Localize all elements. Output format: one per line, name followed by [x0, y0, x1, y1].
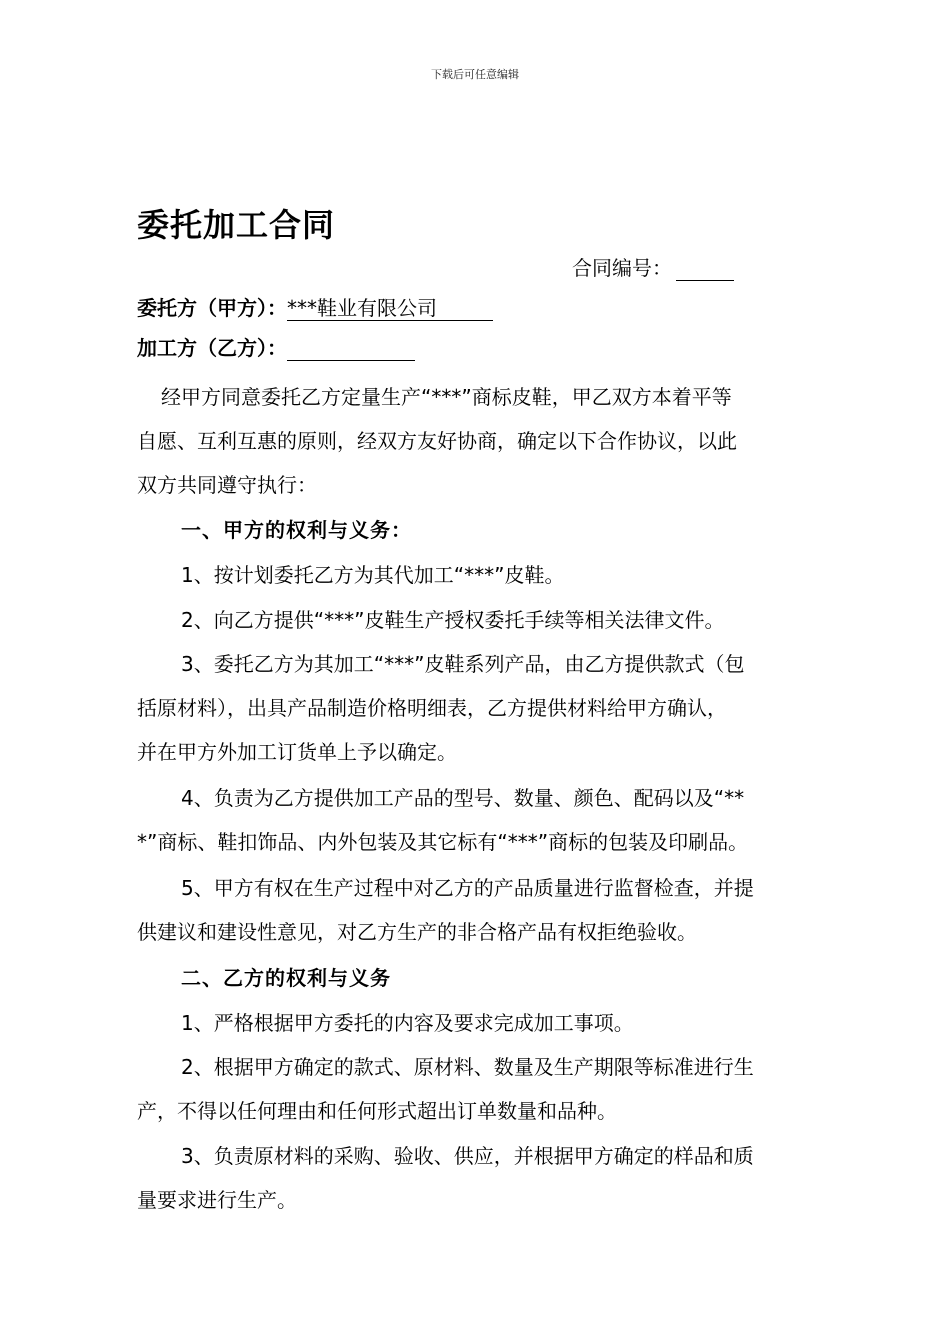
header-note: 下载后可任意编辑: [431, 68, 519, 81]
section-1-item-3: 3、委托乙方为其加工“***”皮鞋系列产品，由乙方提供款式（包 括原材料），出具产品制造价格明细表，乙方提供材料给甲方确认， 并在甲方外加工订货单上予以确定。: [137, 652, 745, 764]
contract-number: [572, 252, 734, 281]
party-a-value: ***鞋业有限公司: [287, 296, 493, 321]
party-a-label: 委托方（甲方）：: [137, 296, 287, 320]
section-1-item-5: 5、甲方有权在生产过程中对乙方的产品质量进行监督检查，并提 供建议和建设性意见，对乙方生产的非合格产品有权拒绝验收。: [137, 876, 754, 944]
section-2-item-1: 1、严格根据甲方委托的内容及要求完成加工事项。: [181, 1011, 634, 1035]
text-line: 经甲方同意委托乙方定量生产“***”商标皮鞋，甲乙双方本着平等: [161, 385, 732, 409]
party-b-value: [287, 360, 415, 361]
contract-number-label: 合同编号：: [572, 256, 672, 280]
party-b: [137, 332, 415, 361]
document-title: 委托加工合同: [137, 206, 336, 244]
section-2-item-3: 3、负责原材料的采购、验收、供应，并根据甲方确定的样品和质 量要求进行生产。: [137, 1144, 754, 1212]
section-1-heading: 一、甲方的权利与义务：: [181, 518, 412, 542]
section-2-item-2: 2、根据甲方确定的款式、原材料、数量及生产期限等标准进行生 产，不得以任何理由和任何形式超出订单数量和品种。: [137, 1055, 754, 1123]
section-1-item-2: 2、向乙方提供“***”皮鞋生产授权委托手续等相关法律文件。: [181, 608, 725, 632]
text-line: 自愿、互利互惠的原则，经双方友好协商，确定以下合作协议，以此: [137, 429, 737, 453]
text-line: 双方共同遵守执行：: [137, 473, 317, 497]
intro-paragraph: [137, 375, 827, 507]
section-2-heading: 二、乙方的权利与义务: [181, 966, 391, 990]
section-1-item-4: 4、负责为乙方提供加工产品的型号、数量、颜色、配码以及“** *”商标、鞋扣饰品、内外包装及其它标有“***”商标的包装及印刷品。: [137, 786, 749, 854]
party-a: [137, 292, 493, 321]
section-1-item-1: 1、按计划委托乙方为其代加工“***”皮鞋。: [181, 563, 565, 587]
contract-number-blank: [676, 262, 734, 281]
party-b-label: 加工方（乙方）：: [137, 336, 287, 360]
